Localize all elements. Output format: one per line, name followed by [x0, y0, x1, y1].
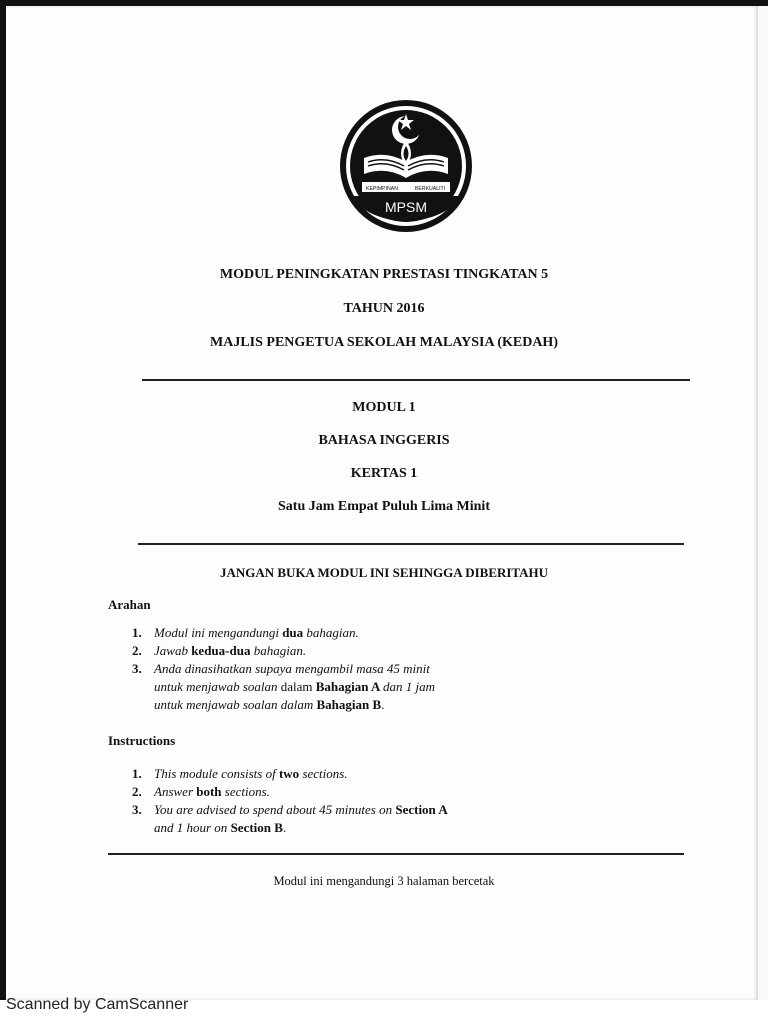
ribbon-right-text: BERKUALITI: [414, 186, 446, 192]
item-number: 2.: [132, 784, 142, 799]
item-text: kedua-dua: [191, 643, 254, 658]
item-number: 3.: [132, 661, 142, 676]
item-number: 2.: [132, 643, 142, 658]
item-text: You are advised to spend about 45 minutes on: [154, 802, 396, 817]
item-text: .: [381, 697, 385, 712]
module-paper: KERTAS 1: [350, 466, 418, 481]
item-number: 1.: [132, 625, 142, 640]
logo-label: MPSM: [385, 199, 427, 215]
item-text: Jawab: [154, 643, 192, 658]
list-item: [132, 625, 359, 641]
mpsm-crest-icon: [336, 96, 476, 236]
item-text: dua: [282, 625, 307, 640]
item-text: .: [282, 820, 287, 835]
ribbon-left-text: KEPIMPINAN: [366, 186, 398, 192]
item-text: Answer: [154, 784, 197, 799]
footer-note: Modul ini mengandungi 3 halaman bercetak: [273, 874, 495, 888]
list-item: [132, 643, 306, 659]
module-duration: Satu Jam Empat Puluh Lima Minit: [278, 499, 490, 514]
list-item: [132, 820, 286, 836]
item-text: sections.: [224, 784, 270, 799]
item-text: untuk menjawab soalan dalam: [154, 697, 317, 712]
item-text: Bahagian B: [316, 697, 382, 712]
item-text: sections.: [302, 766, 348, 781]
item-text: Section A: [395, 802, 448, 817]
divider-bottom: [108, 853, 684, 855]
list-item: [132, 661, 430, 677]
item-text: untuk menjawab soalan: [154, 679, 281, 694]
item-text: dan 1 jam: [382, 679, 435, 694]
item-text: bahagian.: [253, 643, 307, 658]
instructions-heading: Instructions: [108, 733, 176, 748]
item-text: dalam: [280, 679, 316, 694]
item-text: bahagian.: [306, 625, 359, 640]
divider-top: [142, 379, 690, 381]
warning-text: JANGAN BUKA MODUL INI SEHINGGA DIBERITAHU: [219, 565, 549, 580]
header-line-2: TAHUN 2016: [343, 301, 425, 316]
module-subject: BAHASA INGGERIS: [318, 433, 450, 448]
list-item: [132, 784, 270, 800]
item-text: two: [278, 766, 303, 781]
scanner-watermark: Scanned by CamScanner: [6, 996, 189, 1013]
item-number: 3.: [132, 802, 142, 817]
header-line-3: MAJLIS PENGETUA SEKOLAH MALAYSIA (KEDAH): [210, 335, 558, 350]
item-text: and 1 hour on: [154, 820, 231, 835]
item-text: both: [196, 784, 225, 799]
item-text: This module consists of: [154, 766, 279, 781]
item-number: 1.: [132, 766, 142, 781]
divider-middle: [138, 543, 684, 545]
list-item: [132, 802, 448, 818]
list-item: [132, 697, 384, 713]
item-text: Modul ini mengandungi: [154, 625, 283, 640]
header-line-1: MODUL PENINGKATAN PRESTASI TINGKATAN 5: [219, 267, 549, 282]
item-text: Anda dinasihatkan supaya mengambil masa 45 minit: [154, 661, 430, 676]
item-text: Bahagian A: [315, 679, 383, 694]
module-title: MODUL 1: [352, 400, 416, 415]
list-item: [132, 766, 348, 782]
list-item: [132, 679, 435, 695]
arahan-heading: Arahan: [108, 597, 151, 612]
item-text: Section B: [230, 820, 283, 835]
